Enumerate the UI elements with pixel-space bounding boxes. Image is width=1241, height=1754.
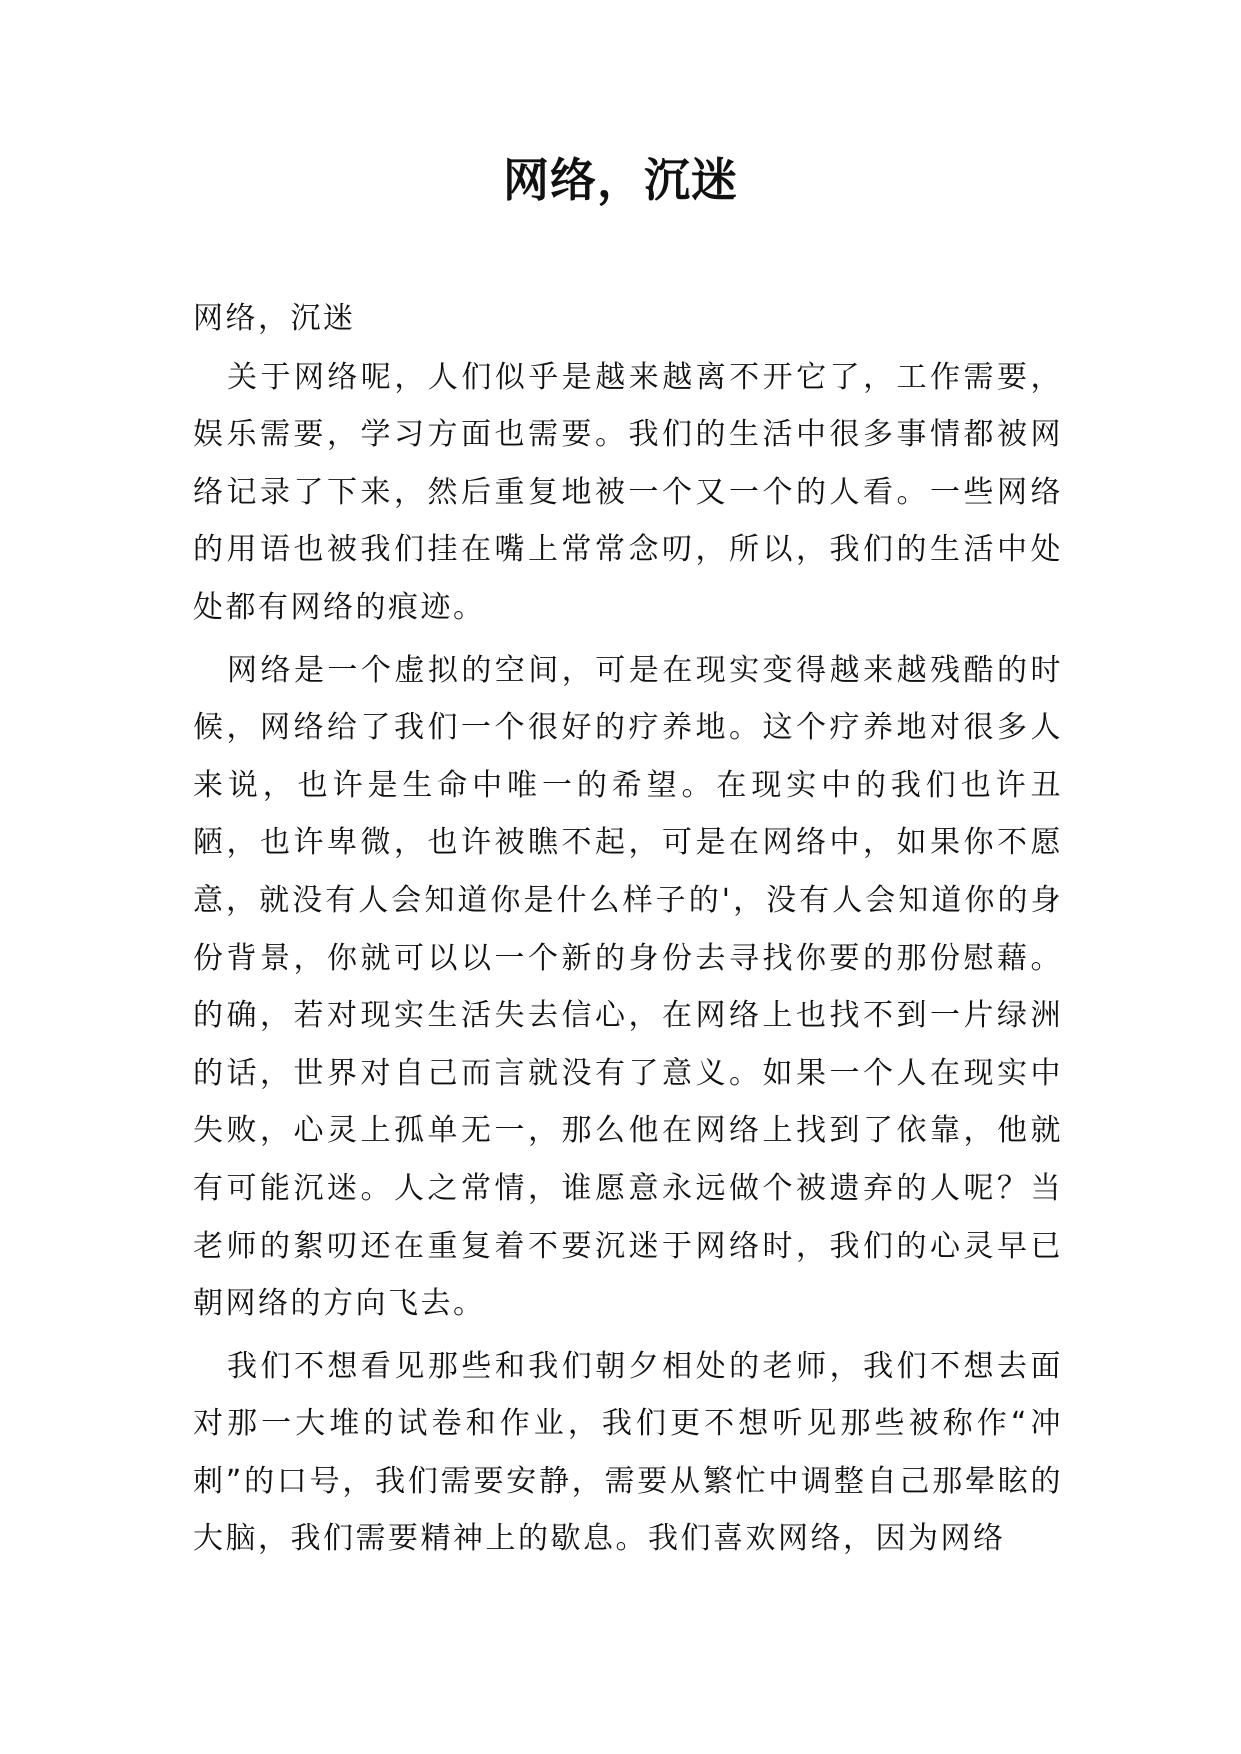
document-title: 网络，沉迷 <box>503 153 738 207</box>
paragraph-3: 我们不想看见那些和我们朝夕相处的老师，我们不想去面对那一大堆的试卷和作业，我们更不想听见那些被称作“冲刺”的口号，我们需要安静，需要从繁忙中调整自己那晕眩的大脑，我们需要精神上的歇息。我们喜欢网络，因为网络 <box>193 1348 1063 1557</box>
paragraph-1: 关于网络呢，人们似乎是越来越离不开它了，工作需要，娱乐需要，学习方面也需要。我们的生活中很多事情都被网络记录了下来，然后重复地被一个又一个的人看。一些网络的用语也被我们挂在嘴上常常念叨，所以，我们的生活中处处都有网络的痕迹。 <box>193 359 1063 625</box>
paragraph-2: 网络是一个虚拟的空间，可是在现实变得越来越残酷的时候，网络给了我们一个很好的疗养地。这个疗养地对很多人来说，也许是生命中唯一的希望。在现实中的我们也许丑陋，也许卑微，也许被瞧不起，可是在网络中，如果你不愿意，就没有人会知道你是什么样子的'，没有人会知道你的身份背景，你就可以以一个新的身份去寻找你要的那份慰藉。的确，若对现实生活失去信心，在网络上也找不到一片绿洲的话，世界对自己而言就没有了意义。如果一个人在现实中失败，心灵上孤单无一，那么他在网络上找到了依靠，他就有可能沉迷。人之常情，谁愿意永远做个被遗弃的人呢？当老师的絮叨还在重复着不要沉迷于网络时，我们的心灵早已朝网络的方向飞去。 <box>193 652 1063 1322</box>
document-body <box>193 290 1063 1568</box>
document-subtitle: 网络，沉迷 <box>193 301 356 336</box>
